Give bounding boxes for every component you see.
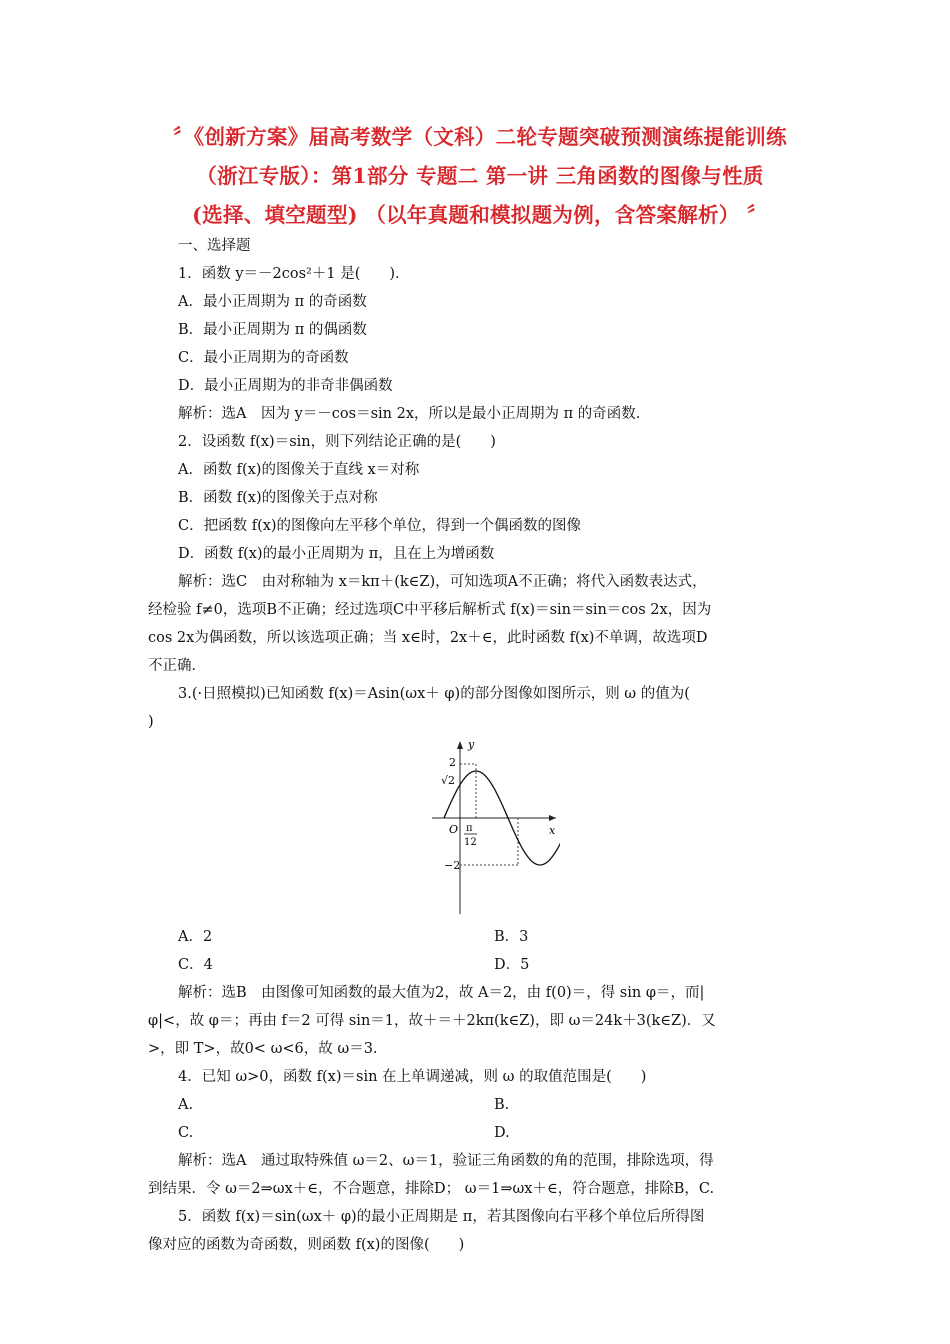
tick-2: 2	[449, 756, 456, 769]
document-title	[120, 118, 840, 235]
tick-pi: π	[466, 823, 473, 834]
q3-stem-line-2: )	[148, 714, 154, 730]
q3-answer-line-3: >，即 T>，故0< ω<6，故 ω＝3.	[148, 1041, 378, 1057]
q5-stem-line-2: 像对应的函数为奇函数，则函数 f(x)的图像( )	[148, 1237, 465, 1253]
q3-graph-figure	[148, 738, 810, 923]
q4-option-c: C.	[178, 1125, 194, 1141]
y-axis-label: y	[468, 738, 475, 751]
q5-stem-line-1: 5．函数 f(x)＝sin(ωx＋ φ)的最小正周期是 π，若其图像向右平移个单位后所得图	[178, 1209, 705, 1225]
q1-answer: 解析：选A 因为 y＝－cos＝sin 2x，所以是最小正周期为 π 的奇函数．	[178, 406, 651, 422]
q1-option-b: B．最小正周期为 π 的偶函数	[178, 322, 367, 338]
title-line-1: 〞《创新方案》届高考数学（文科）二轮专题突破预测演练提能训练	[173, 125, 787, 149]
q4-answer-line-1: 解析：选A 通过取特殊值 ω＝2、ω＝1，验证三角函数的角的范围，排除选项，得	[178, 1153, 714, 1169]
q3-option-a: A．2	[178, 929, 213, 945]
y-axis-arrow	[457, 741, 463, 749]
tick-12: 12	[464, 837, 477, 848]
tick-sqrt2: √2	[441, 774, 456, 787]
sine-graph	[430, 738, 560, 918]
q3-option-d: D．5	[494, 957, 530, 973]
q4-options-row-2	[148, 1119, 810, 1147]
q4-option-a: A.	[178, 1097, 194, 1113]
tick-neg2: −2	[444, 859, 461, 872]
q3-answer-line-2: φ|<，故 φ＝；再由 f＝2 可得 sin＝1，故＋＝＋2kπ(k∈Z)，即 ω＝24k＋3(k∈Z)．又	[148, 1013, 716, 1029]
q4-option-d: D.	[494, 1125, 510, 1141]
q2-option-d: D．函数 f(x)的最小正周期为 π，且在上为增函数	[178, 546, 495, 562]
q2-answer-line-3: cos 2x为偶函数，所以该选项正确；当 x∈时，2x＋∈，此时函数 f(x)不单调，故选项D	[148, 630, 708, 646]
q1-option-a: A．最小正周期为 π 的奇函数	[178, 294, 367, 310]
q3-options-row-1	[148, 923, 810, 951]
q3-option-c: C．4	[178, 957, 213, 973]
q3-option-b: B．3	[494, 929, 529, 945]
x-axis-label: x	[549, 824, 556, 837]
q2-answer-line-4: 不正确．	[148, 658, 206, 674]
q3-stem-line-1: 3.(·日照模拟)已知函数 f(x)＝Asin(ωx＋ φ)的部分图像如图所示，则 ω 的值为(	[178, 686, 690, 702]
document-body	[148, 232, 810, 1259]
q2-option-b: B．函数 f(x)的图像关于点对称	[178, 490, 378, 506]
q1-stem: 1．函数 y＝－2cos²＋1 是( )．	[178, 266, 410, 282]
q4-option-b: B.	[494, 1097, 510, 1113]
q4-options-row-1	[148, 1091, 810, 1119]
x-axis-arrow	[549, 815, 556, 821]
q3-options-row-2	[148, 951, 810, 979]
q2-answer-line-1: 解析：选C 由对称轴为 x＝kπ＋(k∈Z)，可知选项A不正确；将代入函数表达式，	[178, 574, 707, 590]
q4-stem: 4．已知 ω>0，函数 f(x)＝sin 在上单调递减，则 ω 的取值范围是( )	[178, 1069, 647, 1085]
q4-answer-line-2: 到结果．令 ω＝2⇒ωx＋∈，不合题意，排除D； ω＝1⇒ωx＋∈，符合题意，排除B，C.	[148, 1181, 715, 1197]
q1-option-d: D．最小正周期为的非奇非偶函数	[178, 378, 393, 394]
q2-option-c: C．把函数 f(x)的图像向左平移个单位，得到一个偶函数的图像	[178, 518, 582, 534]
q1-option-c: C．最小正周期为的奇函数	[178, 350, 349, 366]
title-line-3: (选择、填空题型) （以年真题和模拟题为例，含答案解析） 〞	[192, 203, 768, 227]
q3-answer-line-1: 解析：选B 由图像可知函数的最大值为2，故 A＝2，由 f(0)＝，得 sin φ＝，而|	[178, 985, 705, 1001]
q2-option-a: A．函数 f(x)的图像关于直线 x＝对称	[178, 462, 420, 478]
section-heading: 一、选择题	[178, 238, 251, 254]
q2-stem: 2．设函数 f(x)＝sin，则下列结论正确的是( )	[178, 434, 496, 450]
origin-label: O	[449, 823, 459, 836]
q2-answer-line-2: 经检验 f≠0，选项B不正确；经过选项C中平移后解析式 f(x)＝sin＝sin＝cos 2x，因为	[148, 602, 712, 618]
title-line-2: （浙江专版）：第1部分 专题二 第一讲 三角函数的图像与性质	[196, 164, 764, 188]
